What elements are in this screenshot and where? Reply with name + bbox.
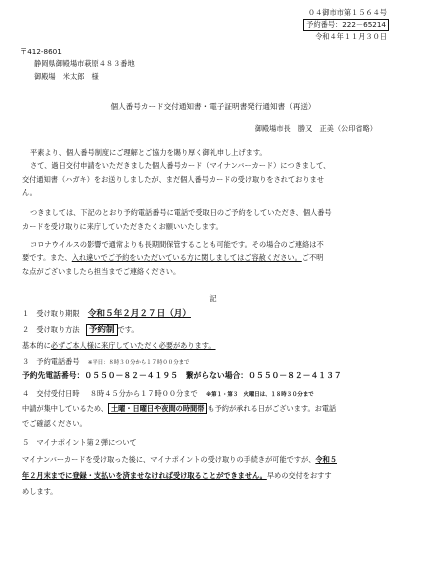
pickup-method: 予約制	[86, 324, 118, 336]
p4-underlined: 入れ違いでご予約をいただいている方に関しましてはご容赦ください。	[71, 253, 302, 262]
phone-hours: ※平日：８時３０分から１７時００分まで	[87, 360, 190, 366]
item-4	[22, 389, 314, 400]
document-title: 個人番号カード交付通知書・電子証明書発行通知書（再送）	[110, 102, 316, 111]
paragraph-3-line-2: カードを受け取りに来庁していただきたくお願いいたします。	[22, 222, 223, 231]
item-5-b-underlined: 年２月末までに登録・支払いを済ませなければ受け取ることができません。	[22, 471, 267, 480]
p4-pre: 要です。また、	[22, 253, 72, 262]
item-1	[22, 309, 191, 319]
item-2-label: ２ 受け取り方法	[22, 325, 80, 334]
ki-heading: 記	[209, 294, 217, 303]
item-4-pre: 中請が集中しているため、	[22, 404, 108, 413]
item-3	[22, 357, 189, 368]
issue-date: 令和４年１１月３０日	[315, 32, 387, 41]
item-2-suffix: です。	[117, 325, 139, 334]
paragraph-2-line-1: さて、過日交付申請をいただきました個人番号カード（マイナンバーカード）につきまして、	[30, 161, 331, 170]
item-1-label: １ 受け取り期限	[22, 309, 80, 318]
paragraph-4-line-2	[22, 253, 323, 263]
item-3-label: ３ 予約電話番号	[22, 357, 80, 366]
extended-hours-note: ※第１・第３ 火曜日は、１８時３０分まで	[205, 392, 314, 398]
note-underlined: 必ずご本人様に来庁していただく必要があります。	[50, 341, 216, 350]
street-address: 静岡県御殿場市萩原４８３番地	[34, 59, 135, 68]
note-pre: 基本的に	[22, 341, 51, 350]
item-4-post: も予約が承れる日がございます。お電話	[207, 404, 337, 413]
item-2	[22, 325, 139, 335]
item-5-line-2	[22, 471, 332, 481]
item-2-note	[22, 341, 216, 351]
item-5-a: マイナンバーカードを受け取った後に、マイナポイントの受け取りの手続きが可能ですが、	[22, 455, 316, 464]
item-5-label: ５ マイナポイント第２弾について	[22, 438, 137, 447]
item-4-text-line-2: でご確認ください。	[22, 419, 87, 428]
reservation-number-box	[303, 19, 389, 31]
weekend-night-box: 土曜・日曜日や夜間の時間帯	[108, 403, 207, 414]
p4-post: ご不明	[301, 253, 324, 262]
counter-hours: ８時４５分から１７時００分まで	[89, 389, 198, 398]
item-4-label: ４ 交付受付日時	[22, 389, 80, 398]
reservation-label: 予約番号：	[306, 20, 343, 29]
item-5-line-3: めします。	[22, 487, 58, 496]
paragraph-4-line-3: な点がございましたら担当までご連絡ください。	[22, 267, 181, 276]
recipient-name: 御殿場 米太郎 様	[34, 72, 99, 81]
postal-code: 〒412-8601	[20, 47, 62, 56]
item-5-b-post: 早めの交付をおすす	[266, 471, 332, 480]
pickup-deadline: 令和５年２月２７日（月）	[87, 309, 191, 319]
document-number: ０４御市市第１５６４号	[307, 8, 387, 17]
issuer: 御殿場市長 勝又 正美（公印省略）	[254, 124, 377, 133]
item-4-text-line-1	[22, 404, 336, 414]
reservation-phone-numbers: 予約先電話番号：０５５０－８２－４１９５ 繋がらない場合：０５５０－８２－４１３７	[22, 371, 342, 380]
reservation-number: 222－65214	[342, 20, 386, 29]
paragraph-2-line-2: 交付通知書（ハガキ）をお送りしましたが、まだ個人番号カードの受け取りをされておりませ	[22, 175, 324, 184]
paragraph-4-line-1: コロナウイルスの影響で通常よりも長期間保管することも可能です。その場合のご連絡は不	[30, 240, 324, 249]
item-5-line-1	[22, 455, 337, 465]
paragraph-greeting: 平素より、個人番号制度にご理解とご協力を賜り厚く御礼申し上げます。	[30, 148, 267, 157]
paragraph-3-line-1: つきましては、下記のとおり予約電話番号に電話で受取日のご予約をしていただき、個人番号	[30, 208, 332, 217]
item-5-a-underlined: 令和５	[315, 455, 337, 464]
paragraph-2-line-3: ん。	[22, 188, 37, 197]
